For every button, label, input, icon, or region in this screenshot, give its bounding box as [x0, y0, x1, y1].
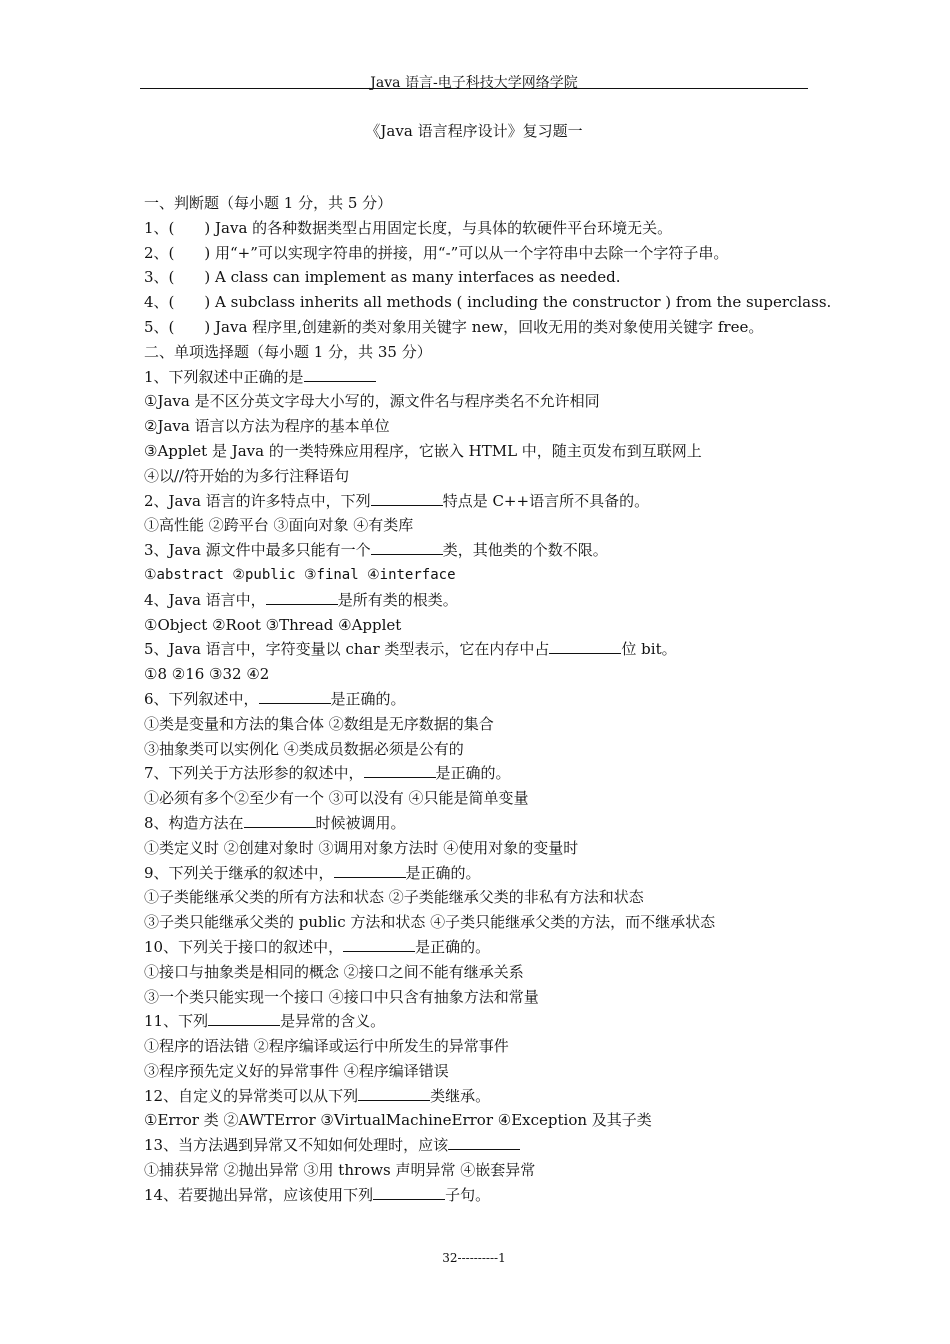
- question-4-options: ①Object ②Root ③Thread ④Applet: [144, 615, 402, 634]
- question-11-options-line-2: ③程序预先定义好的异常事件 ④程序编译错误: [144, 1061, 449, 1080]
- answer-blank: [549, 638, 621, 654]
- document-title: 《Java 语言程序设计》复习题一: [365, 122, 583, 140]
- question-3-options: ①abstract ②public ③final ④interface: [144, 566, 456, 583]
- question-10-options-line-2: ③一个类只能实现一个接口 ④接口中只含有抽象方法和常量: [144, 987, 539, 1006]
- question-2-options: ①高性能 ②跨平台 ③面向对象 ④有类库: [144, 516, 414, 535]
- question-stem: 6、下列叙述中，: [144, 689, 259, 708]
- question-3: [144, 538, 824, 563]
- header-rule: [140, 88, 808, 89]
- question-4: [144, 588, 824, 613]
- answer-blank: [358, 1085, 430, 1101]
- question-stem-end: 是正确的。: [415, 937, 491, 956]
- question-stem: 4、Java 语言中，: [144, 590, 266, 609]
- tf-item-2: 2、( ) 用“+”可以实现字符串的拼接，用“-”可以从一个字符串中去除一个字符子串。: [144, 243, 729, 262]
- question-8-options: ①类定义时 ②创建对象时 ③调用对象方法时 ④使用对象的变量时: [144, 838, 579, 857]
- question-stem-end: 是异常的含义。: [280, 1012, 386, 1031]
- question-stem-end: 类继承。: [430, 1086, 491, 1105]
- question-7: [144, 761, 824, 786]
- question-10: [144, 935, 824, 960]
- answer-blank: [334, 862, 406, 878]
- question-stem: 2、Java 语言的许多特点中，下列: [144, 491, 371, 510]
- question-11: [144, 1009, 824, 1034]
- question-12: [144, 1084, 824, 1109]
- question-stem-end: 时候被调用。: [315, 813, 406, 832]
- question-11-options-line-1: ①程序的语法错 ②程序编译或运行中所发生的异常事件: [144, 1037, 509, 1056]
- question-5-options: ①8 ②16 ③32 ④2: [144, 665, 270, 684]
- question-stem-end: 类，其他类的个数不限。: [442, 541, 608, 560]
- question-6-options-line-1: ①类是变量和方法的集合体 ②数组是无序数据的集合: [144, 714, 494, 733]
- page-header: Java 语言-电子科技大学网络学院: [370, 75, 578, 91]
- answer-blank: [266, 589, 338, 605]
- tf-item-1: 1、( ) Java 的各种数据类型占用固定长度，与具体的软硬件平台环境无关。: [144, 218, 673, 237]
- exam-content: [144, 191, 832, 1208]
- question-stem-end: 是正确的。: [330, 689, 406, 708]
- question-stem: 5、Java 语言中，字符变量以 char 类型表示，它在内存中占: [144, 640, 550, 659]
- question-stem-end: 位 bit。: [621, 640, 677, 659]
- question-stem: 7、下列关于方法形参的叙述中，: [144, 764, 364, 783]
- question-13-options: ①捕获异常 ②抛出异常 ③用 throws 声明异常 ④嵌套异常: [144, 1161, 536, 1180]
- question-stem: 10、下列关于接口的叙述中，: [144, 937, 344, 956]
- question-stem-end: 特点是 C++语言所不具备的。: [442, 491, 650, 510]
- question-9-options-line-2: ③子类只能继承父类的 public 方法和状态 ④子类只能继承父类的方法，而不继承状态: [144, 913, 716, 932]
- question-stem: 9、下列关于继承的叙述中，: [144, 863, 334, 882]
- question-stem: 12、自定义的异常类可以从下列: [144, 1086, 359, 1105]
- question-9-options-line-1: ①子类能继承父类的所有方法和状态 ②子类能继承父类的非私有方法和状态: [144, 888, 644, 907]
- answer-blank: [304, 366, 376, 382]
- question-stem: 11、下列: [144, 1012, 209, 1031]
- section-heading-true-false: 一、判断题（每小题 1 分，共 5 分）: [144, 194, 393, 212]
- question-2: [144, 489, 824, 514]
- question-1-option-4: ④以//符开始的为多行注释语句: [144, 466, 350, 485]
- question-13: [144, 1133, 824, 1158]
- question-stem: 14、若要抛出异常，应该使用下列: [144, 1185, 374, 1204]
- tf-item-5: 5、( ) Java 程序里,创建新的类对象用关键字 new，回收无用的类对象使用关键字 free。: [144, 317, 764, 336]
- question-5: [144, 637, 824, 662]
- question-6-options-line-2: ③抽象类可以实例化 ④类成员数据必须是公有的: [144, 739, 464, 758]
- answer-blank: [364, 762, 436, 778]
- question-9: [144, 861, 824, 886]
- answer-blank: [259, 688, 331, 704]
- question-stem-end: 是正确的。: [435, 764, 511, 783]
- question-stem-end: 子句。: [445, 1185, 491, 1204]
- question-12-options: ①Error 类 ②AWTError ③VirtualMachineError ④Exception 及其子类: [144, 1111, 652, 1130]
- question-1-option-2: ②Java 语言以方法为程序的基本单位: [144, 417, 390, 436]
- question-stem: 13、当方法遇到异常又不知如何处理时，应该: [144, 1136, 449, 1155]
- answer-blank: [343, 936, 415, 952]
- answer-blank: [371, 539, 443, 555]
- question-8: [144, 811, 824, 836]
- question-stem: 1、下列叙述中正确的是: [144, 367, 304, 386]
- page-footer: 32----------1: [442, 1251, 506, 1265]
- question-stem-end: 是所有类的根类。: [337, 590, 458, 609]
- answer-blank: [208, 1010, 280, 1026]
- question-1-option-3: ③Applet 是 Java 的一类特殊应用程序，它嵌入 HTML 中，随主页发布到互联网上: [144, 441, 702, 460]
- tf-item-4: 4、( ) A subclass inherits all methods ( including the constructor ) from the superclass.: [144, 293, 832, 312]
- section-heading-single-choice: 二、单项选择题（每小题 1 分，共 35 分）: [144, 342, 432, 361]
- answer-blank: [244, 812, 316, 828]
- question-10-options-line-1: ①接口与抽象类是相同的概念 ②接口之间不能有继承关系: [144, 962, 524, 981]
- answer-blank: [371, 490, 443, 506]
- question-14: [144, 1183, 824, 1208]
- question-stem: 8、构造方法在: [144, 813, 244, 832]
- answer-blank: [373, 1184, 445, 1200]
- question-stem: 3、Java 源文件中最多只能有一个: [144, 541, 371, 560]
- answer-blank: [448, 1134, 520, 1150]
- tf-item-3: 3、( ) A class can implement as many interfaces as needed.: [144, 268, 621, 287]
- question-1-option-1: ①Java 是不区分英文字母大小写的，源文件名与程序类名不允许相同: [144, 392, 600, 411]
- question-6: [144, 687, 824, 712]
- question-1: [144, 365, 824, 390]
- question-stem-end: 是正确的。: [405, 863, 481, 882]
- question-7-options: ①必须有多个②至少有一个 ③可以没有 ④只能是简单变量: [144, 789, 529, 808]
